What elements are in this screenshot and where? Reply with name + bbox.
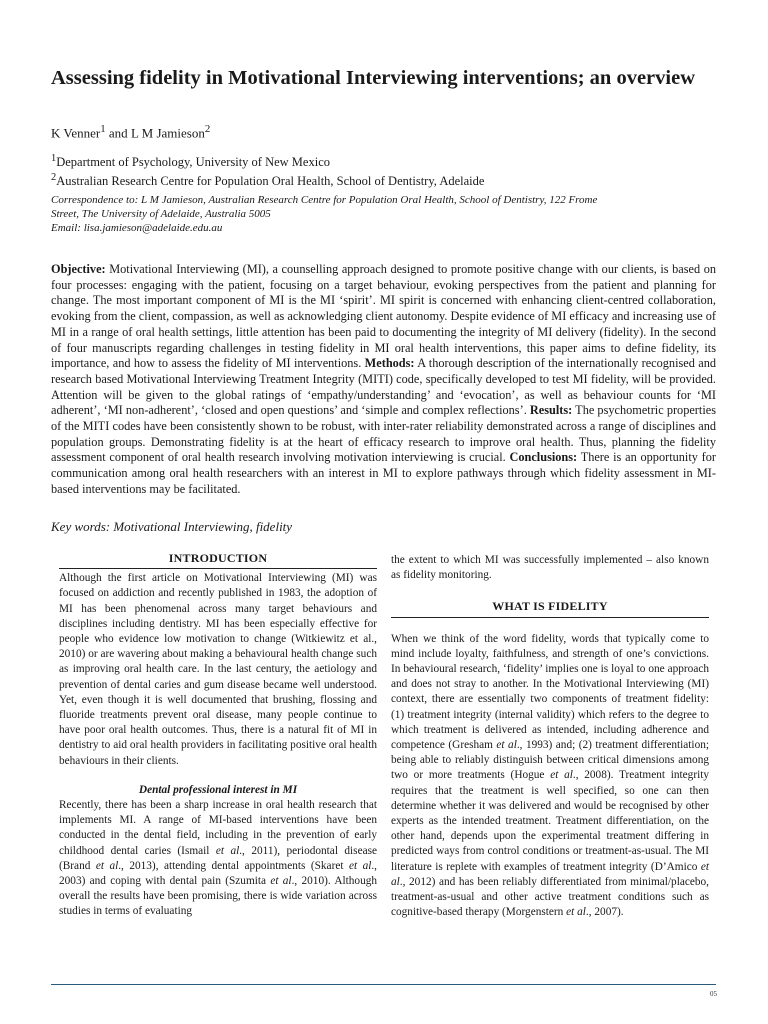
introduction-heading: INTRODUCTION: [59, 551, 377, 569]
text-run: Recently, there has been a sharp increase in oral health research that implements MI. A range of MI-based interventions have been conducted in the dental field, including in the prevention of early childhood dental caries (Ismail: [59, 799, 377, 857]
author-affiliation-sup: 2: [204, 123, 211, 135]
abstract-methods-label: Methods:: [364, 356, 415, 371]
author-conjunction: and: [105, 125, 131, 141]
affiliations: [51, 151, 484, 189]
page-number: 05: [710, 990, 717, 998]
text-run-italic: et al: [270, 875, 292, 888]
what-is-fidelity-heading: WHAT IS FIDELITY: [391, 599, 709, 617]
abstract-results-label: Results:: [529, 403, 573, 418]
text-run: ., 2010). Although overall the results have been promising, there is wide variation across studies in terms of evaluating: [59, 875, 378, 918]
text-run-italic: et al: [95, 859, 119, 872]
continuation-paragraph: the extent to which MI was successfully implemented – also known as fidelity monitoring.: [391, 554, 709, 582]
text-run-italic: et al: [566, 906, 586, 919]
affiliation-2: [51, 170, 484, 189]
text-run: ., 2013), attending dental appointments (Skaret: [118, 859, 349, 872]
article-title: Assessing fidelity in Motivational Interviewing interventions; an overview: [51, 67, 696, 89]
affiliation-sup: 1: [51, 153, 57, 164]
right-column: [391, 553, 709, 920]
left-column: [59, 551, 377, 920]
author-line: [51, 123, 210, 141]
text-run-italic: et al: [550, 769, 573, 782]
author-name: K Venner: [51, 125, 101, 141]
text-run: ., 2011), periodontal disease (Brand: [59, 844, 378, 872]
author-affiliation-sup: 1: [100, 123, 106, 135]
text-run-italic: et al: [391, 860, 709, 888]
text-run: ., 2008). Treatment integrity requires that the treatment is well specified, so one can then determine whether it was delivered and would be recognised by other experts as the intended treatment. Treatment differentiation, on the other hand, depends upon the experimental treatment differing in predicted ways from control conditions or treatment-as-usual. The MI literature is replete with examples of treatment integrity (D’Amico: [391, 769, 710, 873]
dental-interest-paragraph: [59, 798, 377, 920]
footer-divider: [51, 984, 716, 985]
correspondence-line-2: Street, The University of Adelaide, Australia 5005: [51, 208, 271, 220]
text-run: ., 2003) and coping with dental pain (Szumita: [59, 859, 378, 888]
dental-interest-subheading: Dental professional interest in MI: [138, 783, 298, 796]
author-name: L M Jamieson: [130, 125, 205, 141]
affiliation-text: Australian Research Centre for Population Oral Health, School of Dentistry, Adelaide: [56, 174, 485, 189]
abstract-conclusions-label: Conclusions:: [509, 450, 578, 465]
abstract-methods-text: A thorough description of the internationally recognised and research based Motivational Interviewing Treatment Integrity (MITI) code, specifically developed to test MI fidelity, will be provided. Attention will be given to the global ratings of ‘empathy/understanding’ and ‘evocation’, as well as behaviour counts for ‘MI adherent’, ‘MI non-adherent’, ‘closed and open questions’ and ‘simple and complex reflections’.: [51, 356, 716, 418]
correspondence-line-1: Correspondence to: L M Jamieson, Australian Research Centre for Population Oral Health, School of Dentistry, 122 Frome: [51, 194, 598, 206]
text-run: ., 1993) and; (2) treatment differentiation; being able to reliably distinguish between critical dimensions among two or more treatments (Hogue: [391, 739, 710, 782]
abstract: [51, 262, 716, 498]
abstract-results-text: The psychometric properties of the MITI codes have been consistently shown to be robust, with inter-rater reliability demonstrated across a range of disciplines and population groups. Demonstrating fidelity is at the heart of efficacy research to improve oral health. Thus, planning the fidelity assessment component of oral health research involving motivation interviewing is crucial.: [51, 403, 716, 465]
correspondence-email[interactable]: Email: lisa.jamieson@adelaide.edu.au: [51, 222, 223, 234]
fidelity-paragraph: [391, 632, 709, 921]
abstract-objective-label: Objective:: [51, 262, 106, 276]
text-run: ., 2007).: [585, 906, 624, 919]
text-run-italic: et al: [215, 844, 240, 857]
keywords: Key words: Motivational Interviewing, fidelity: [51, 519, 293, 534]
abstract-objective-text: Motivational Interviewing (MI), a counselling approach designed to promote positive change with our clients, is based on four processes: engaging with the patient, focusing on a target behaviour, evoking perspectives from the patient and planning for change. The most important component of MI is the MI ‘spirit’. MI spirit is concerned with enhancing client-centred collaboration, evoking from the client, compassion, as well as acknowledging client autonomy. Despite evidence of MI efficacy and increasing use of MI in a range of oral health settings, little attention has been paid to documenting the integrity of MI delivery (fidelity). In the second of four manuscripts regarding challenges in testing fidelity in MI oral health interventions, this paper aims to define fidelity, its importance, and how to assess the fidelity of MI interventions.: [51, 262, 716, 371]
text-run: When we think of the word fidelity, words that typically come to mind include loyalty, faithfulness, and strength of one’s convictions. In behavioural research, ‘fidelity’ implies one is loyal to one approach and does not stray to another. In the Motivational Interviewing (MI) context, there are essentially two components of treatment fidelity: (1) treatment integrity (internal validity) which refers to the degree to which treatment is delivered as intended, including adherence and competence (Gresham: [391, 632, 709, 752]
introduction-paragraph: Although the first article on Motivational Interviewing (MI) was focused on addiction and recently published in 1983, the adoption of MI has been phenomenal across many target behaviours and disciplines including dentistry. MI has been especially effective for people who evidence low motivation to change (Witkiewitz et al., 2010) or are wavering about making a behavioural health change such as improving oral health care. In the last century, the aetiology and prevention of dental caries and gum disease became well understood. Yet, even though it is well documented that brushing, flossing and fluoride treatments prevent oral disease, many people continue to have poor oral health outcomes. Thus, there is a natural fit of MI in dentistry to aid oral health providers in facilitating positive oral health behaviours in their clients.: [59, 572, 377, 767]
correspondence: [51, 193, 716, 235]
text-run-italic: et al: [496, 739, 517, 752]
text-run-italic: et al: [348, 859, 372, 872]
affiliation-sup: 2: [51, 172, 57, 184]
text-run: ., 2012) and has been reliably differentiated from minimal/placebo, treatment-as-usual and other active treatment conditions such as cognitive-based therapy (Morgenstern: [391, 875, 709, 919]
abstract-conclusions-text: There is an opportunity for communication among oral health researchers with an interest in MI to explore pathways through which fidelity assessment in MI-based interventions may be facilitated.: [51, 450, 716, 496]
affiliation-1: [51, 151, 484, 170]
affiliation-text: Department of Psychology, University of New Mexico: [56, 155, 330, 170]
